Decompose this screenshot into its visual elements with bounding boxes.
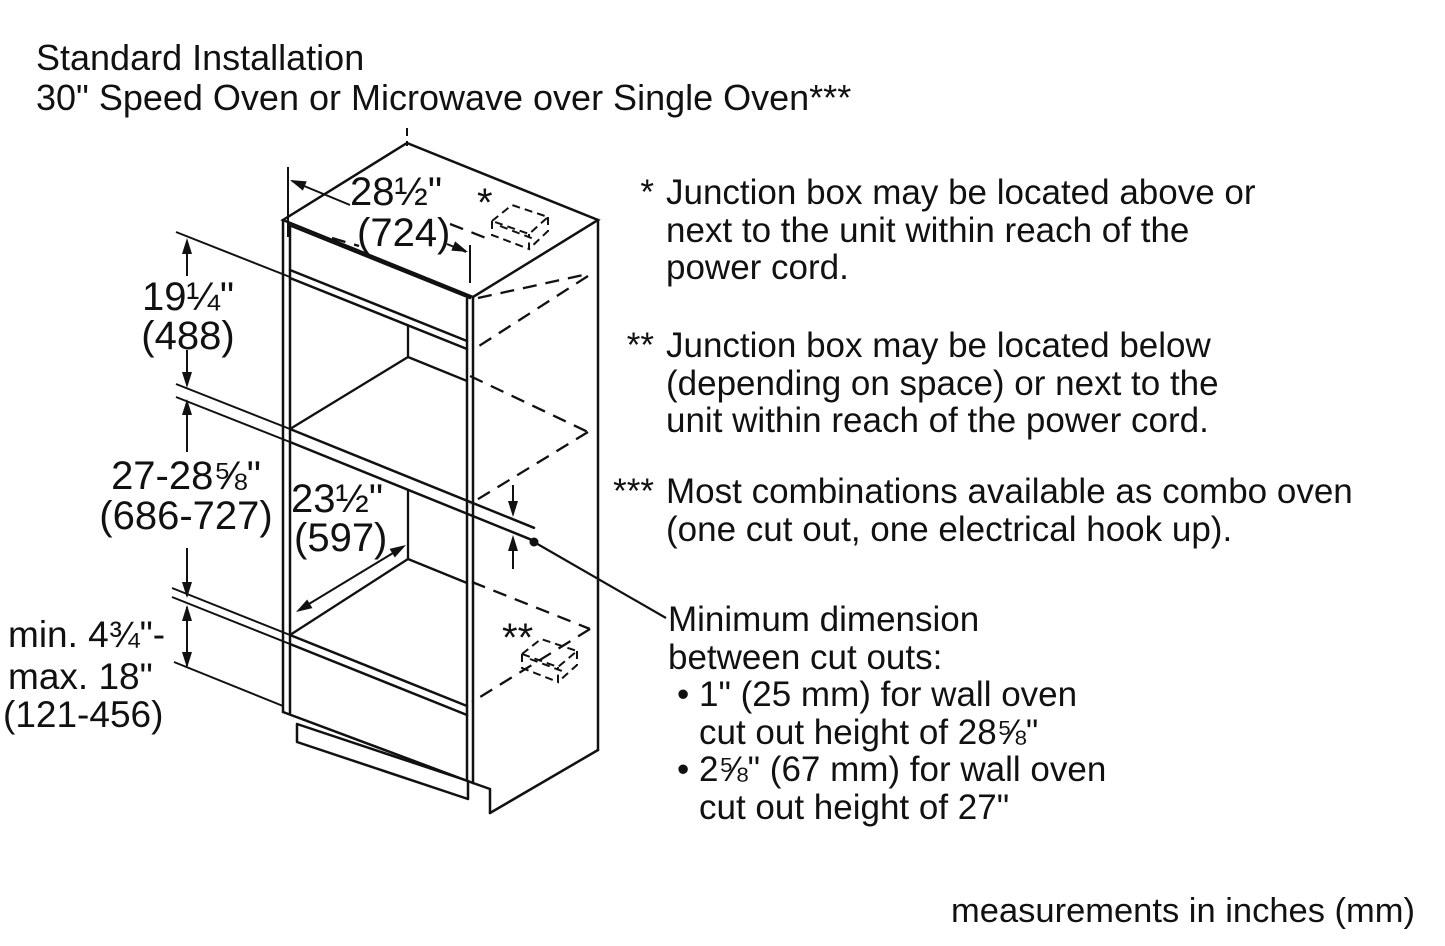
min-note-line2: between cut outs: [668,637,943,677]
bottom-dim-line2: max. 18" [8,656,153,697]
note-combinations [598,473,1353,548]
note-minimum-dimension [668,601,1106,827]
junction-box-top [492,205,548,249]
note2-line1: Junction box may be located below [666,326,1211,365]
min-note-bullet2-line2: cut out height of 27" [699,787,1010,827]
note3-marker: *** [613,472,654,511]
note3-line1: Most combinations available as combo oven [666,472,1353,511]
cutout-dim-inches: 27-28⅝" [111,454,261,498]
cutout-dim-mm: (686-727) [99,494,273,538]
upper-dim-mm: (488) [141,314,235,358]
min-note-bullet1-line2: cut out height of 28⅝" [699,712,1039,752]
top-box-marker: * [477,181,493,225]
note-junction-box-above [598,174,1256,287]
note-junction-box-below [598,327,1219,440]
depth-dim-mm: (597) [294,516,388,560]
note2-line2: (depending on space) or next to the [666,363,1219,403]
note2-marker: ** [626,326,654,365]
min-note-line1: Minimum dimension [668,600,980,639]
title-line1: Standard Installation [36,37,365,78]
bottom-dim-line1: min. 4¾"- [8,614,166,655]
page-title [36,38,851,118]
width-dim-inches: 28½" [350,170,443,214]
bottom-dim-mm: (121-456) [3,694,164,735]
min-note-bullet1-line1: 1" (25 mm) for wall oven [699,675,1078,715]
title-line2: 30" Speed Oven or Microwave over Single Oven*** [36,77,852,118]
width-dim-mm: (724) [357,211,451,255]
note3-line2: (one cut out, one electrical hook up). [666,509,1233,549]
note1-line3: power cord. [666,248,849,287]
units-note: measurements in inches (mm) [951,892,1415,930]
bullet-icon: • [677,750,690,790]
min-note-bullet2-line1: 2⅝" (67 mm) for wall oven [699,750,1107,790]
depth-dim-inches: 23½" [291,477,384,521]
bullet-icon: • [677,675,690,715]
upper-dim-inches: 19¼" [141,275,235,319]
note1-line1: Junction box may be located above or [666,173,1256,212]
bottom-box-marker: ** [502,616,534,660]
note1-line2: next to the unit within reach of the [666,210,1190,250]
note1-marker: * [640,173,654,212]
note2-line3: unit within reach of the power cord. [666,401,1209,440]
